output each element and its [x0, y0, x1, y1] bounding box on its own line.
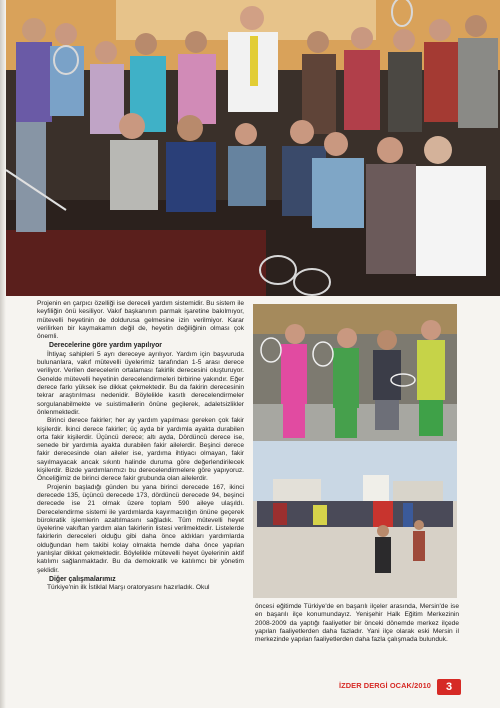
- article-right-column: [255, 603, 459, 644]
- paragraph-istiklal-marsi: Türkiye'nin ilk İstiklal Marşı oratoryasını hazırladık. Okul: [47, 584, 210, 592]
- paragraph-dereceler: İhtiyaç sahipleri 5 ayrı dereceye ayrılıyor. Yardım için başvuruda bulunanlara, vakıf mütevelli üyelerimiz tarafından 1-5 arası derece veriliyor. Verilen derecelerin ortalaması fakirlik derecesini oluşturuyor. Genelde mütevelli heyetinin derecelendirmeleri birbirine yakındır. Eğer derece farkı yüksek ise dikkat çekmektedir. Bu da fakirin derecesinin tekrar araştırılması nedenidir. Böylelikle kasıtlı derecelendirmeler sorgulanabilmekte ve suistimallerin önüne geçilerek, adaletsizlikler önlenmektedir.: [37, 350, 244, 416]
- paragraph-istatistik: Projenin başladığı günden bu yana birinci derecede 167, ikinci derecede 135, üçüncü derecede 173, dördüncü derecede 94, beşinci derecede ise 21 olmak üzere toplam 590 aileye ulaşıldı. Derecelendirme sistemi ile yardımlarda kayırmacılığın önüne geçerek bürokratik işlemlerin azaltılmasını sağladık. Tüm mütevelli heyet üyelerine vakıftan yardım alan fakirlerin listesi verilmektedir. Listelerde fakirlerin dereceleri olduğu gibi daha önce aldıkları yardımlarda olduğundan hem takibi kolay olmakta hemde daha önce yapılan yanlışlar dikkat çekmektedir. Böylelikle mütevelli heyet üyelerinin aktif katılımı sağlanmaktadır. Bu da demokratik ve katılımcı bir yönetim şeklidir.: [37, 483, 244, 574]
- outdoor-event-photo: [253, 441, 457, 598]
- subheading-dereceli-yardim: Derecelerine göre yardım yapılıyor: [49, 342, 162, 350]
- group-photo-rackets: [6, 0, 500, 296]
- children-rackets-photo: [253, 304, 457, 441]
- paragraph-intro: Projenin en çarpıcı özelliği ise dereceli yardım sistemidir. Bu sistem ile keyfiliğin önü kesiliyor. Vakıf başkanının parmak işaretine bakılmıyor, mütevelli heyetinin de doldurusa gelmesine izin verilmiyor. Karar verilirken bir kaymakamın değil de, heyetin değiliğinin olması çok önemli.: [37, 300, 244, 341]
- magazine-name: İZDER DERGİ OCAK/2010: [338, 681, 431, 690]
- article-left-column: [37, 300, 244, 593]
- subheading-diger-calismalar: Diğer çalışmalarımız: [49, 575, 116, 583]
- paragraph-continuation: öncesi eğitimde Türkiye'de en başarılı ilçeler arasında, Mersin'de ise en başarılı ilçe konumundayız. Yenişehir Halk Eğitim Merkezinin 2008-2009 da yaptığı faaliyetler bir önceki dönemde merkez ilçede yapılan faaliyetlerden daha fazladır. Yani ilçe olarak eski Mersin il merkezinde yapılan faaliyetlerden daha fazla çalışmada bulunduk.: [255, 603, 459, 644]
- page-number-badge: 3: [437, 679, 461, 695]
- page-footer: [338, 679, 463, 693]
- paragraph-fakir-dereceleri: Birinci derece fakirler; her ay yardım yapılması gereken çok fakir kişilerdir. İkinci derece fakirler; üç ayda bir yardımla ayakta durabilen orta fakir kişilerdir. Üçüncü derece; altı ayda, Dördüncü derece ise, senede bir yardımla ayakta durabilen fakir ailelerdir. Beşinci derece fakir derecesinde olan aileler ise, yardıma ihtiyacı olmayan, fakir sayılmayacak ancak sıkıntı halinde duruma göre değerlendirilecek kişilerdir. Bizde yardımlarımızı bu derecelendirmelere göre yapıyoruz. Önceliğimiz de birinci derece fakir grubunda olan ailelerdir.: [37, 417, 244, 483]
